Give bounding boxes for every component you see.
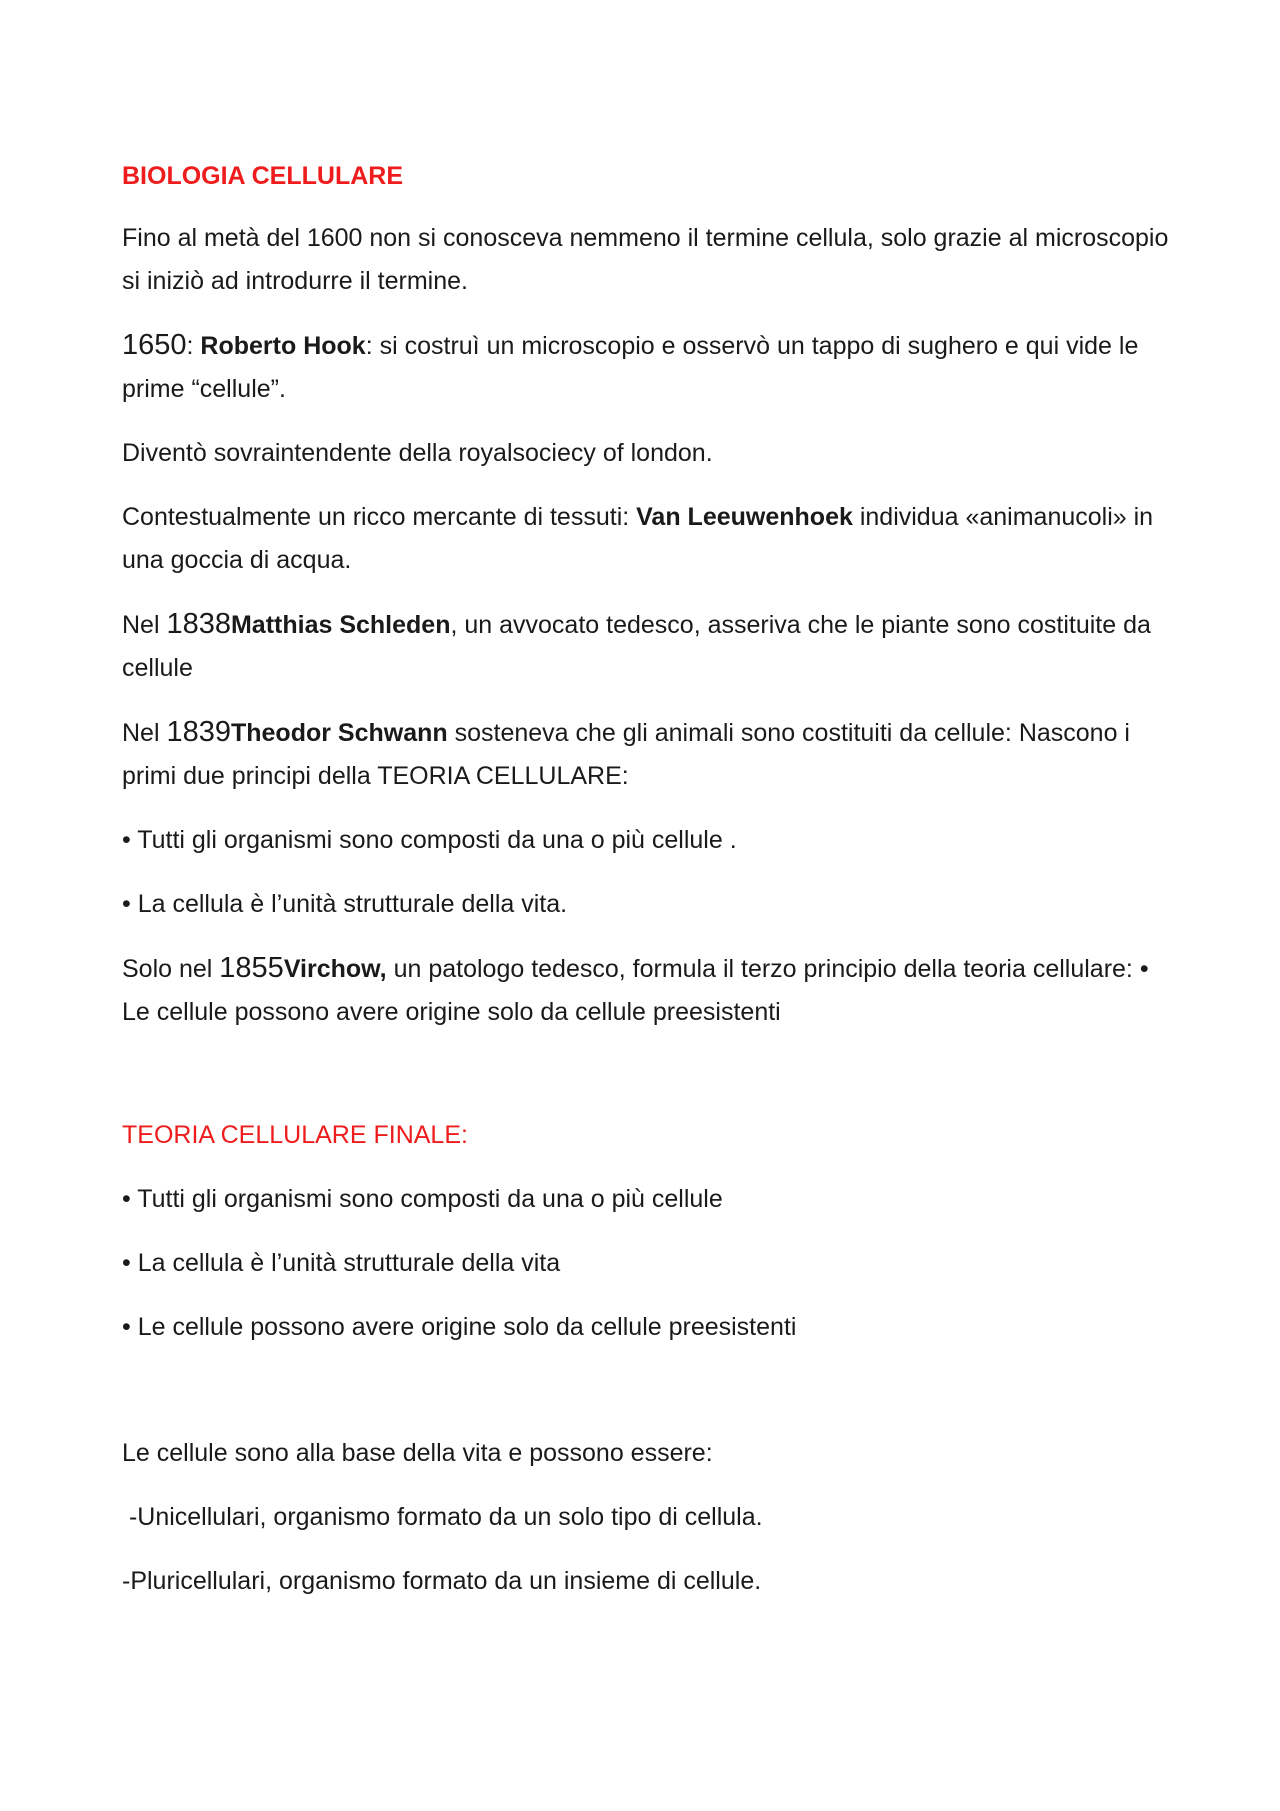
- final-theory-heading: TEORIA CELLULARE FINALE:: [122, 1121, 468, 1149]
- schwann-pre: Nel: [122, 719, 167, 747]
- hook-year: 1650: [122, 329, 187, 361]
- hook-name: Roberto Hook: [200, 332, 366, 360]
- final-theory-item: • Le cellule possono avere origine solo da cellule preesistenti: [122, 1313, 797, 1341]
- unicellular-item: -Unicellulari, organismo formato da un solo tipo di cellula.: [122, 1503, 763, 1531]
- document-body: [122, 155, 1172, 1624]
- hook-separator: :: [186, 332, 201, 360]
- schleden-post: , un avvocato tedesco, asseriva che le piante sono costituite da cellule: [122, 611, 1151, 682]
- virchow-name: Virchow,: [283, 955, 387, 983]
- virchow-pre: Solo nel: [122, 955, 220, 983]
- schwann-post: sosteneva che gli animali sono costituiti da cellule: Nascono i primi due principi della TEORIA CELLULARE:: [122, 719, 1130, 790]
- intro-paragraph: Fino al metà del 1600 non si conosceva nemmeno il termine cellula, solo grazie al microscopio si iniziò ad introdurre il termine.: [122, 224, 1169, 295]
- schleden-year: 1838: [166, 608, 231, 640]
- leeuwenhoek-post: individua «animanucoli» in una goccia di acqua.: [122, 503, 1154, 574]
- schleden-name: Matthias Schleden: [230, 611, 451, 639]
- schwann-paragraph: [122, 711, 1172, 798]
- schwann-year: 1839: [166, 716, 231, 748]
- schleden-pre: Nel: [122, 611, 167, 639]
- virchow-year: 1855: [219, 952, 284, 984]
- leeuwenhoek-name: Van Leeuwenhoek: [636, 503, 853, 531]
- hook-text: : si costruì un microscopio e osservò un tappo di sughero e qui vide le prime “cellule”.: [122, 332, 1139, 403]
- schwann-name: Theodor Schwann: [230, 719, 448, 747]
- leeuwenhoek-paragraph: [122, 496, 1172, 582]
- virchow-post: un patologo tedesco, formula il terzo principio della teoria cellulare: • Le cellule possono avere origine solo da cellule preesistenti: [122, 955, 1149, 1026]
- schleden-paragraph: [122, 603, 1172, 690]
- royal-paragraph: Diventò sovraintendente della royalsociecy of london.: [122, 439, 713, 467]
- hook-paragraph: [122, 324, 1172, 411]
- virchow-paragraph: [122, 947, 1172, 1034]
- pluricellular-item: -Pluricellulari, organismo formato da un insieme di cellule.: [122, 1567, 762, 1595]
- page-title: BIOLOGIA CELLULARE: [122, 162, 404, 190]
- final-theory-item: • Tutti gli organismi sono composti da una o più cellule: [122, 1185, 723, 1213]
- final-theory-item: • La cellula è l’unità strutturale della vita: [122, 1249, 561, 1277]
- principle-item: • La cellula è l’unità strutturale della vita.: [122, 890, 568, 918]
- leeuwenhoek-pre: Contestualmente un ricco mercante di tessuti:: [122, 503, 637, 531]
- principle-item: • Tutti gli organismi sono composti da una o più cellule .: [122, 826, 737, 854]
- base-paragraph: Le cellule sono alla base della vita e possono essere:: [122, 1439, 713, 1467]
